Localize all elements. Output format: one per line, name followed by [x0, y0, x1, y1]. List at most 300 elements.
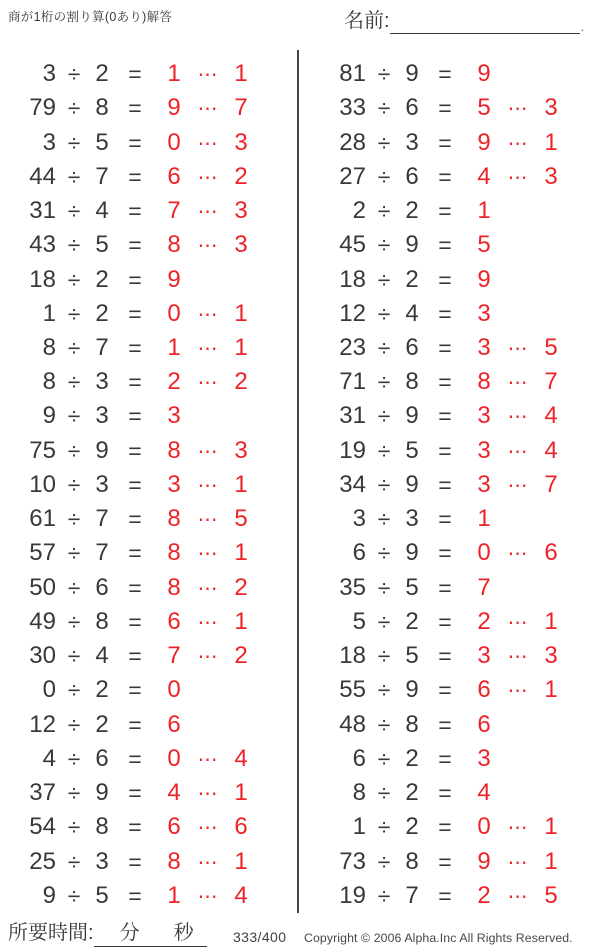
dividend: 9	[42, 881, 56, 909]
divide-sign: ÷	[377, 848, 391, 875]
remainder-dots: ⋯	[197, 62, 218, 87]
dividend: 10	[29, 470, 56, 498]
dividend: 61	[29, 505, 56, 533]
quotient-answer: 5	[477, 94, 491, 122]
dividend: 6	[352, 539, 366, 567]
remainder-dots: ⋯	[197, 849, 218, 874]
remainder-dots: ⋯	[197, 335, 218, 360]
divisor: 3	[405, 505, 419, 533]
name-line-period: .	[580, 20, 584, 34]
dividend: 71	[339, 368, 366, 396]
remainder-answer: 5	[544, 881, 558, 909]
quotient-answer: 7	[477, 573, 491, 601]
remainder-dots: ⋯	[197, 438, 218, 463]
equals-sign: =	[438, 814, 452, 841]
remainder-dots: ⋯	[197, 507, 218, 532]
divide-sign: ÷	[67, 506, 81, 533]
equals-sign: =	[438, 369, 452, 396]
equals-sign: =	[128, 95, 142, 122]
remainder-dots: ⋯	[507, 370, 528, 395]
remainder-answer: 1	[234, 779, 248, 807]
dividend: 18	[29, 265, 56, 293]
divide-sign: ÷	[377, 711, 391, 738]
equals-sign: =	[438, 334, 452, 361]
dividend: 75	[29, 436, 56, 464]
quotient-answer: 3	[477, 642, 491, 670]
divisor: 6	[405, 333, 419, 361]
quotient-answer: 3	[477, 402, 491, 430]
problem-row	[0, 365, 297, 399]
divide-sign: ÷	[67, 198, 81, 225]
problem-row	[0, 605, 297, 639]
divisor: 2	[95, 60, 109, 88]
remainder-answer: 3	[234, 197, 248, 225]
equals-sign: =	[128, 471, 142, 498]
problem-row	[303, 194, 600, 228]
divisor: 8	[405, 847, 419, 875]
divide-sign: ÷	[67, 95, 81, 122]
divisor: 8	[405, 368, 419, 396]
problem-row	[303, 125, 600, 159]
equals-sign: =	[438, 643, 452, 670]
divisor: 7	[95, 505, 109, 533]
dividend: 8	[42, 368, 56, 396]
divide-sign: ÷	[67, 61, 81, 88]
seconds-label: 秒	[173, 922, 194, 944]
problem-row	[303, 536, 600, 570]
divisor: 3	[95, 402, 109, 430]
quotient-answer: 6	[167, 607, 181, 635]
quotient-answer: 3	[477, 744, 491, 772]
problem-row	[0, 468, 297, 502]
divide-sign: ÷	[67, 403, 81, 430]
divisor: 8	[95, 813, 109, 841]
divisor: 3	[95, 368, 109, 396]
equals-sign: =	[438, 711, 452, 738]
quotient-answer: 0	[167, 744, 181, 772]
equals-sign: =	[438, 266, 452, 293]
dividend: 37	[29, 779, 56, 807]
copyright-notice: Copyright © 2006 Alpha.Inc All Rights Reserved.	[304, 931, 573, 945]
equals-sign: =	[128, 61, 142, 88]
dividend: 18	[339, 642, 366, 670]
problem-row	[0, 194, 297, 228]
remainder-answer: 7	[234, 94, 248, 122]
remainder-answer: 2	[234, 368, 248, 396]
remainder-answer: 1	[234, 607, 248, 635]
remainder-answer: 7	[544, 470, 558, 498]
problem-row	[0, 91, 297, 125]
remainder-answer: 1	[234, 60, 248, 88]
problem-row	[303, 468, 600, 502]
remainder-dots: ⋯	[507, 130, 528, 155]
problem-row	[0, 844, 297, 878]
divisor: 4	[95, 642, 109, 670]
equals-sign: =	[438, 677, 452, 704]
equals-sign: =	[128, 608, 142, 635]
problem-row	[303, 673, 600, 707]
divisor: 3	[405, 128, 419, 156]
remainder-answer: 4	[544, 436, 558, 464]
divide-sign: ÷	[377, 574, 391, 601]
quotient-answer: 4	[477, 162, 491, 190]
remainder-dots: ⋯	[197, 815, 218, 840]
remainder-answer: 6	[234, 813, 248, 841]
divide-sign: ÷	[67, 848, 81, 875]
problem-row	[0, 502, 297, 536]
quotient-answer: 1	[477, 505, 491, 533]
remainder-dots: ⋯	[507, 883, 528, 908]
equals-sign: =	[438, 848, 452, 875]
remainder-dots: ⋯	[507, 164, 528, 189]
equals-sign: =	[128, 403, 142, 430]
dividend: 1	[42, 299, 56, 327]
problem-row	[303, 91, 600, 125]
remainder-answer: 1	[234, 299, 248, 327]
name-label: 名前:	[344, 10, 390, 32]
divide-sign: ÷	[67, 334, 81, 361]
remainder-answer: 2	[234, 162, 248, 190]
problem-row	[303, 502, 600, 536]
divisor: 8	[405, 710, 419, 738]
divisor: 5	[95, 881, 109, 909]
divide-sign: ÷	[377, 540, 391, 567]
dividend: 45	[339, 231, 366, 259]
remainder-dots: ⋯	[197, 541, 218, 566]
divide-sign: ÷	[67, 540, 81, 567]
problem-row	[303, 776, 600, 810]
quotient-answer: 6	[167, 162, 181, 190]
remainder-dots: ⋯	[507, 644, 528, 669]
dividend: 8	[42, 333, 56, 361]
remainder-answer: 4	[234, 881, 248, 909]
problem-row	[0, 434, 297, 468]
dividend: 48	[339, 710, 366, 738]
quotient-answer: 0	[477, 539, 491, 567]
quotient-answer: 8	[167, 539, 181, 567]
dividend: 18	[339, 265, 366, 293]
divide-sign: ÷	[377, 403, 391, 430]
equals-sign: =	[128, 643, 142, 670]
divide-sign: ÷	[377, 882, 391, 909]
problem-row	[303, 639, 600, 673]
dividend: 34	[339, 470, 366, 498]
equals-sign: =	[438, 882, 452, 909]
problem-row	[303, 228, 600, 262]
quotient-answer: 1	[167, 333, 181, 361]
equals-sign: =	[128, 574, 142, 601]
quotient-answer: 8	[167, 847, 181, 875]
quotient-answer: 3	[477, 470, 491, 498]
problem-row	[0, 571, 297, 605]
equals-sign: =	[128, 882, 142, 909]
remainder-dots: ⋯	[197, 164, 218, 189]
quotient-answer: 3	[167, 402, 181, 430]
quotient-answer: 6	[477, 710, 491, 738]
remainder-answer: 3	[544, 162, 558, 190]
equals-sign: =	[438, 403, 452, 430]
quotient-answer: 6	[167, 813, 181, 841]
column-divider-line	[297, 50, 299, 913]
divide-sign: ÷	[377, 163, 391, 190]
remainder-dots: ⋯	[197, 96, 218, 121]
divide-sign: ÷	[377, 506, 391, 533]
remainder-answer: 3	[544, 642, 558, 670]
divisor: 4	[405, 299, 419, 327]
problem-row	[0, 639, 297, 673]
problem-row	[0, 707, 297, 741]
divisor: 9	[405, 402, 419, 430]
remainder-dots: ⋯	[197, 370, 218, 395]
remainder-dots: ⋯	[507, 678, 528, 703]
divisor: 6	[405, 94, 419, 122]
remainder-dots: ⋯	[197, 781, 218, 806]
divide-sign: ÷	[377, 61, 391, 88]
name-field	[344, 8, 584, 34]
divide-sign: ÷	[67, 574, 81, 601]
problem-row	[0, 879, 297, 913]
dividend: 19	[339, 881, 366, 909]
divide-sign: ÷	[67, 608, 81, 635]
dividend: 4	[42, 744, 56, 772]
problem-row	[0, 125, 297, 159]
divide-sign: ÷	[67, 780, 81, 807]
problem-row	[0, 399, 297, 433]
equals-sign: =	[128, 745, 142, 772]
problem-row	[303, 844, 600, 878]
divide-sign: ÷	[377, 643, 391, 670]
dividend: 9	[42, 402, 56, 430]
quotient-answer: 9	[167, 94, 181, 122]
divisor: 9	[405, 60, 419, 88]
remainder-dots: ⋯	[197, 301, 218, 326]
dividend: 30	[29, 642, 56, 670]
problems-column-right	[303, 57, 600, 913]
remainder-answer: 1	[544, 128, 558, 156]
problem-row	[303, 57, 600, 91]
divide-sign: ÷	[67, 437, 81, 464]
remainder-dots: ⋯	[197, 746, 218, 771]
problem-row	[0, 57, 297, 91]
quotient-answer: 9	[477, 847, 491, 875]
divisor: 2	[405, 744, 419, 772]
divisor: 9	[405, 470, 419, 498]
remainder-answer: 1	[544, 607, 558, 635]
remainder-dots: ⋯	[507, 849, 528, 874]
divisor: 3	[95, 470, 109, 498]
quotient-answer: 3	[477, 436, 491, 464]
divide-sign: ÷	[377, 129, 391, 156]
dividend: 25	[29, 847, 56, 875]
equals-sign: =	[438, 163, 452, 190]
equals-sign: =	[128, 437, 142, 464]
divide-sign: ÷	[377, 745, 391, 772]
quotient-answer: 1	[477, 197, 491, 225]
divisor: 2	[405, 779, 419, 807]
remainder-answer: 4	[234, 744, 248, 772]
dividend: 8	[352, 779, 366, 807]
remainder-dots: ⋯	[197, 609, 218, 634]
dividend: 31	[339, 402, 366, 430]
divide-sign: ÷	[377, 677, 391, 704]
remainder-dots: ⋯	[197, 575, 218, 600]
divide-sign: ÷	[67, 300, 81, 327]
divisor: 5	[405, 642, 419, 670]
divisor: 9	[95, 779, 109, 807]
quotient-answer: 0	[477, 813, 491, 841]
divisor: 7	[95, 333, 109, 361]
divide-sign: ÷	[67, 745, 81, 772]
quotient-answer: 1	[167, 60, 181, 88]
quotient-answer: 2	[477, 881, 491, 909]
divisor: 2	[95, 676, 109, 704]
quotient-answer: 8	[477, 368, 491, 396]
dividend: 73	[339, 847, 366, 875]
equals-sign: =	[438, 574, 452, 601]
quotient-answer: 3	[167, 470, 181, 498]
quotient-answer: 8	[167, 573, 181, 601]
dividend: 33	[339, 94, 366, 122]
remainder-answer: 1	[234, 847, 248, 875]
divide-sign: ÷	[377, 471, 391, 498]
remainder-dots: ⋯	[507, 438, 528, 463]
quotient-answer: 7	[167, 197, 181, 225]
problem-row	[303, 434, 600, 468]
remainder-dots: ⋯	[197, 883, 218, 908]
equals-sign: =	[128, 266, 142, 293]
quotient-answer: 9	[477, 60, 491, 88]
remainder-answer: 1	[234, 539, 248, 567]
divisor: 2	[95, 299, 109, 327]
equals-sign: =	[438, 745, 452, 772]
problem-row	[0, 160, 297, 194]
remainder-dots: ⋯	[507, 96, 528, 121]
divide-sign: ÷	[67, 677, 81, 704]
divisor: 6	[95, 573, 109, 601]
divide-sign: ÷	[377, 608, 391, 635]
divide-sign: ÷	[67, 163, 81, 190]
dividend: 0	[42, 676, 56, 704]
name-underline	[390, 9, 580, 34]
remainder-dots: ⋯	[507, 609, 528, 634]
dividend: 81	[339, 60, 366, 88]
page-number: 333/400	[233, 929, 287, 945]
equals-sign: =	[128, 198, 142, 225]
quotient-answer: 6	[167, 710, 181, 738]
remainder-answer: 6	[544, 539, 558, 567]
problem-row	[0, 673, 297, 707]
divisor: 2	[405, 197, 419, 225]
remainder-answer: 3	[234, 436, 248, 464]
equals-sign: =	[128, 163, 142, 190]
divisor: 8	[95, 607, 109, 635]
dividend: 31	[29, 197, 56, 225]
divisor: 2	[95, 265, 109, 293]
quotient-answer: 5	[477, 231, 491, 259]
time-underline	[94, 921, 207, 947]
equals-sign: =	[438, 540, 452, 567]
dividend: 28	[339, 128, 366, 156]
dividend: 55	[339, 676, 366, 704]
divisor: 2	[405, 607, 419, 635]
remainder-dots: ⋯	[197, 130, 218, 155]
remainder-answer: 4	[544, 402, 558, 430]
divisor: 9	[405, 676, 419, 704]
divisor: 7	[95, 162, 109, 190]
dividend: 3	[352, 505, 366, 533]
divide-sign: ÷	[377, 198, 391, 225]
equals-sign: =	[128, 711, 142, 738]
divisor: 7	[95, 539, 109, 567]
problem-row	[303, 879, 600, 913]
divide-sign: ÷	[67, 471, 81, 498]
quotient-answer: 4	[477, 779, 491, 807]
quotient-answer: 2	[167, 368, 181, 396]
equals-sign: =	[438, 506, 452, 533]
divisor: 9	[405, 231, 419, 259]
problem-row	[0, 297, 297, 331]
equals-sign: =	[438, 232, 452, 259]
equals-sign: =	[438, 300, 452, 327]
dividend: 49	[29, 607, 56, 635]
equals-sign: =	[128, 300, 142, 327]
dividend: 1	[352, 813, 366, 841]
divisor: 5	[405, 436, 419, 464]
remainder-answer: 1	[544, 813, 558, 841]
problem-row	[303, 810, 600, 844]
divisor: 3	[95, 847, 109, 875]
divide-sign: ÷	[67, 814, 81, 841]
divide-sign: ÷	[377, 334, 391, 361]
problem-row	[303, 707, 600, 741]
problem-row	[303, 297, 600, 331]
divide-sign: ÷	[377, 814, 391, 841]
quotient-answer: 8	[167, 436, 181, 464]
problem-row	[0, 262, 297, 296]
dividend: 3	[42, 128, 56, 156]
divisor: 6	[405, 162, 419, 190]
divide-sign: ÷	[67, 129, 81, 156]
divide-sign: ÷	[67, 711, 81, 738]
equals-sign: =	[438, 61, 452, 88]
divisor: 9	[95, 436, 109, 464]
divide-sign: ÷	[377, 232, 391, 259]
divisor: 9	[405, 539, 419, 567]
dividend: 23	[339, 333, 366, 361]
remainder-dots: ⋯	[507, 335, 528, 360]
remainder-answer: 1	[234, 470, 248, 498]
remainder-answer: 5	[234, 505, 248, 533]
remainder-answer: 1	[544, 676, 558, 704]
dividend: 6	[352, 744, 366, 772]
dividend: 79	[29, 94, 56, 122]
equals-sign: =	[438, 780, 452, 807]
equals-sign: =	[128, 848, 142, 875]
remainder-answer: 3	[234, 128, 248, 156]
quotient-answer: 8	[167, 505, 181, 533]
quotient-answer: 0	[167, 299, 181, 327]
quotient-answer: 3	[477, 333, 491, 361]
divisor: 7	[405, 881, 419, 909]
remainder-answer: 3	[544, 94, 558, 122]
equals-sign: =	[128, 814, 142, 841]
remainder-answer: 1	[234, 333, 248, 361]
divide-sign: ÷	[67, 643, 81, 670]
problem-row	[303, 365, 600, 399]
divisor: 5	[405, 573, 419, 601]
dividend: 19	[339, 436, 366, 464]
remainder-dots: ⋯	[507, 472, 528, 497]
